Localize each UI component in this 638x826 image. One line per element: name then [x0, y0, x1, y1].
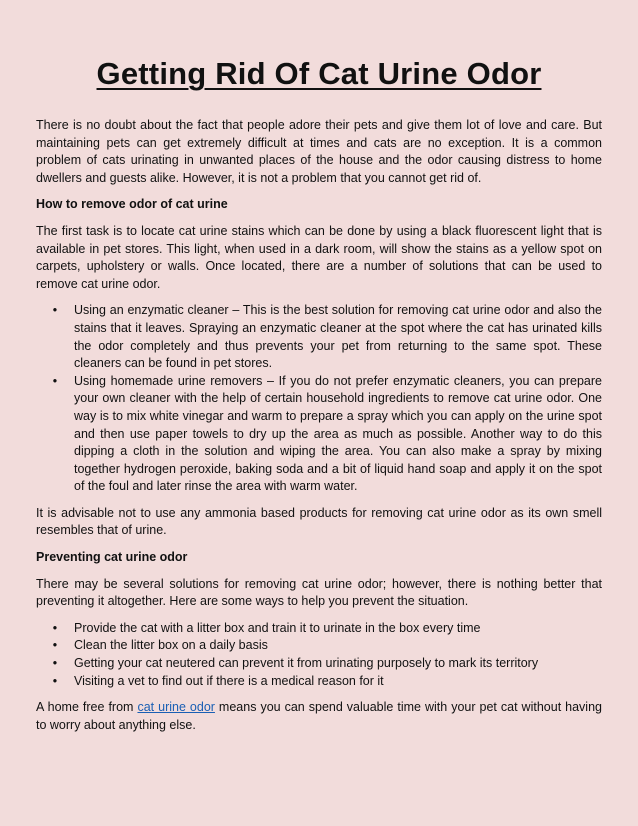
bullet-icon: •	[52, 373, 58, 388]
prevent-odor-paragraph: There may be several solutions for removing cat urine odor; however, there is nothing better that preventing it altogether. Here are some ways to help you prevent the situation.	[36, 576, 602, 609]
remove-methods-list	[36, 302, 602, 496]
list-item	[52, 673, 602, 691]
ammonia-advice-paragraph: It is advisable not to use any ammonia based products for removing cat urine odor as its own smell resembles that of urine.	[36, 505, 602, 538]
bullet-icon: •	[52, 638, 58, 653]
list-item	[52, 655, 602, 673]
bullet-icon: •	[52, 303, 58, 318]
bullet-icon: •	[52, 620, 58, 635]
remove-odor-paragraph: The first task is to locate cat urine stains which can be done by using a black fluorescent light that is available in pet stores. This light, when used in a dark room, will show the stains as a yellow spot on carpets, upholstery or walls. Once located, there are a number of solutions that can be used to remove cat urine odor.	[36, 223, 602, 291]
section-heading-remove-odor: How to remove odor of cat urine	[36, 197, 228, 212]
closing-paragraph	[36, 699, 602, 734]
section-heading-prevent-odor: Preventing cat urine odor	[36, 550, 188, 565]
list-item-text: Clean the litter box on a daily basis	[74, 638, 268, 653]
list-item-text: Provide the cat with a litter box and train it to urinate in the box every time	[74, 620, 481, 635]
page-title: Getting Rid Of Cat Urine Odor	[96, 56, 542, 91]
list-item	[52, 302, 602, 372]
list-item-text: Getting your cat neutered can prevent it from urinating purposely to mark its territory	[74, 656, 539, 671]
list-item-text: Using homemade urine removers – If you do not prefer enzymatic cleaners, you can prepare your own cleaner with the help of certain household ingredients to remove cat urine odor. One way is to mix white vinegar and warm to prepare a spray which you can apply on the urine spot and then use paper towels to dry up the area as much as possible. Another way to do this dipping a cloth in the solution and wiping the area. You can also make a spray by mixing together hydrogen peroxide, baking soda and a bit of liquid hand soap and apply it on the spot of the foul and later rinse the area with warm water.	[74, 373, 602, 494]
closing-text-before-link: A home free from	[36, 700, 138, 715]
bullet-icon: •	[52, 673, 58, 688]
prevention-tips-list	[36, 620, 602, 690]
closing-text-after-link: means you can spend valuable time with your pet cat without having to worry about anything else.	[36, 700, 602, 732]
list-item-text: Using an enzymatic cleaner – This is the best solution for removing cat urine odor and also the stains that it leaves. Spraying an enzymatic cleaner at the spot where the cat has urinated kills the odor completely and thus prevents your pet from returning to the same spot. These cleaners can be found in pet stores.	[74, 303, 602, 371]
list-item	[52, 373, 602, 496]
list-item	[52, 637, 602, 655]
intro-paragraph: There is no doubt about the fact that people adore their pets and give them lot of love and care. But maintaining pets can get extremely difficult at times and cats are no exception. It is a common problem of cats urinating in unwanted places of the house and the odor causing distress to home dwellers and guests alike. However, it is not a problem that you cannot get rid of.	[36, 118, 602, 185]
cat-urine-odor-link[interactable]: cat urine odor	[137, 700, 215, 715]
bullet-icon: •	[52, 656, 58, 671]
list-item-text: Visiting a vet to find out if there is a medical reason for it	[74, 673, 384, 688]
list-item	[52, 620, 602, 638]
